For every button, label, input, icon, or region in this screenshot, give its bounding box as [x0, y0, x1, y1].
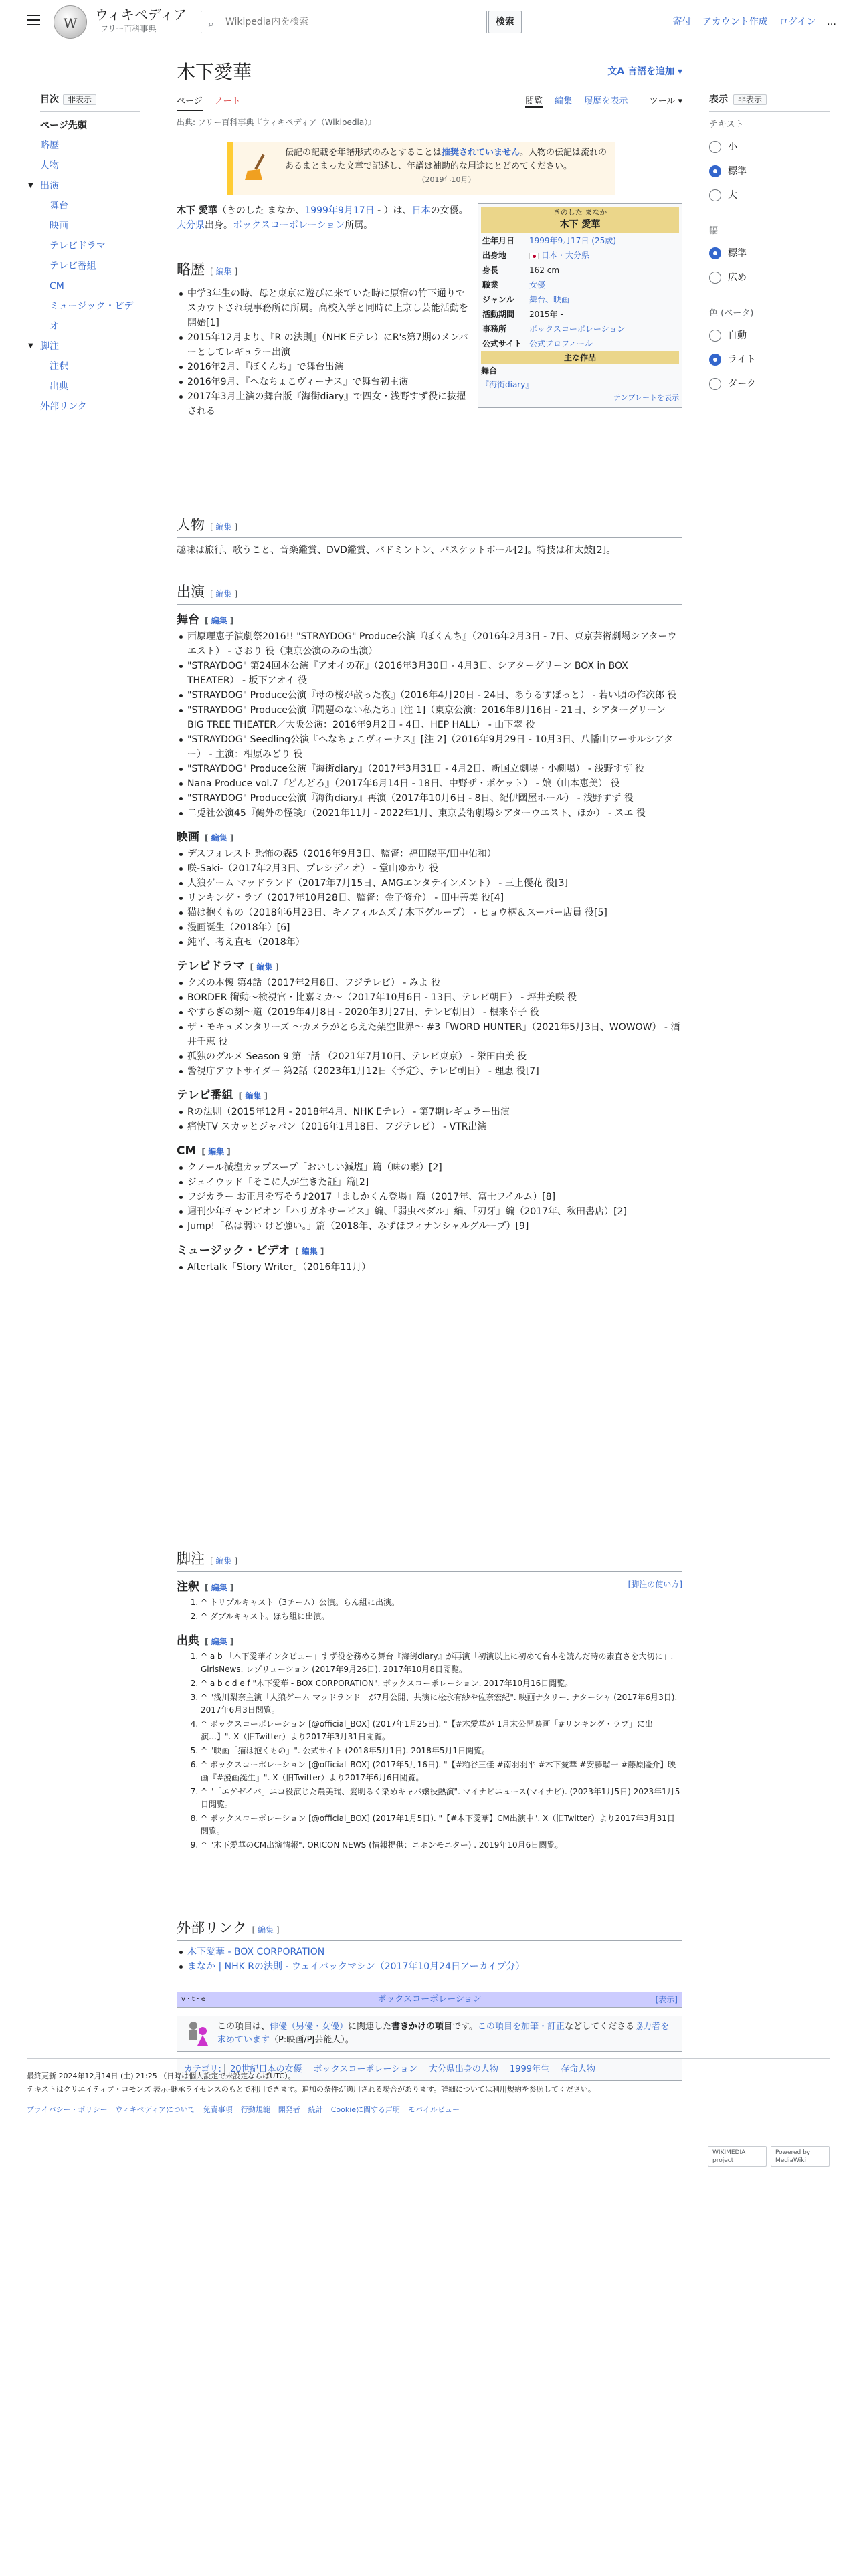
lead-paragraph: [177, 203, 471, 233]
article: [177, 59, 682, 2074]
footer-link[interactable]: 行動規範: [240, 2105, 270, 2114]
infobox-value: [528, 322, 679, 336]
actor-stub-icon: [187, 2020, 209, 2046]
infobox-table: [481, 233, 679, 351]
lead-name: 木下 愛華: [177, 205, 217, 216]
edit-link[interactable]: 編集: [301, 1247, 318, 1256]
edit-link[interactable]: 編集: [211, 616, 227, 625]
edit-link[interactable]: 編集: [211, 1637, 227, 1646]
license-text: テキストはクリエイティブ・コモンズ 表示-継承ライセンスのもとで利用できます。追加の条件が適用される場合があります。詳細については利用規約を参照してください。: [27, 2085, 595, 2094]
lead-birth-link[interactable]: 1999年9月17日: [304, 205, 375, 216]
category-item[interactable]: 大分県出身の人物: [423, 2064, 504, 2074]
list-item: 猫は抱くもの（2018年6月23日、キノフィルムズ / 木下グループ） - ヒョウ柄＆スーパー店員 役[5]: [187, 905, 682, 920]
template-link[interactable]: テンプレートを表示: [613, 393, 679, 402]
toc-item[interactable]: [40, 216, 140, 236]
list-item: デスフォレスト 恐怖の森5（2016年9月3日、監督：福田陽平/田中佑和）: [187, 847, 682, 861]
add-language-button[interactable]: 文A 言語を追加 ▾: [607, 66, 682, 77]
maintenance-notice: [227, 142, 615, 195]
section-bio: 略歴 [ 編集 ] 中学3年生の時、母と東京に遊びに来ていた時に原宿の竹下通りでスカウトされ現事務所に所属。高校入学と同時に上京し芸能活動を開始[1] 2015年12月より、『R の法則』（NHK Eテレ）にR's第7期のメンバーとしてレギュラー出演 2016年2月、『ぼくんち』で舞台出演 2016年9月、『へなちょこヴィーナス』で舞台初主演 2017年3月上演の舞台版『海街diary』で四女・浅野すず役に抜擢される: [177, 259, 471, 419]
edit-link[interactable]: 編集: [215, 522, 232, 532]
notice-text-1: 伝記の記載を年譜形式のみとすることは: [285, 148, 442, 158]
stub-link[interactable]: 協力者を求めています: [217, 2022, 670, 2045]
list-item: "STRAYDOG" 第24回本公演『アオイの花』（2016年3月30日 - 4月3日、シアターグリーン BOX in BOX THEATER） - 坂下アオイ 役: [187, 659, 682, 688]
radio-label: 標準: [728, 166, 747, 177]
stub-text: この項目は、: [217, 2022, 270, 2032]
chevron-down-icon[interactable]: ▼: [28, 342, 33, 350]
heading-notes-sub: 注釈: [177, 1580, 199, 1594]
toc-item[interactable]: [40, 276, 140, 296]
radio-label: 標準: [728, 247, 747, 259]
infobox-row: [481, 263, 679, 278]
toc-item[interactable]: [40, 256, 140, 276]
table-of-contents: [28, 92, 140, 417]
footer-link[interactable]: ウィキペディアについて: [115, 2105, 195, 2114]
radio-option[interactable]: [709, 138, 830, 156]
add-language-label: 言語を追加: [628, 66, 675, 77]
tab-talk[interactable]: ノート: [214, 96, 241, 106]
radio-option[interactable]: [709, 326, 830, 345]
list-item: 9. ^ "木下愛華のCM出演情報". ORICON NEWS (情報提供：ニホンモニター) . 2019年10月6日閲覧。: [201, 1839, 682, 1852]
list-item: 3. ^ "浅川梨奈主演「人狼ゲーム マッドランド」が7月公開、共演に松永有紗や佐奈宏紀". 映画ナタリー. ナターシャ (2017年6月3日). 2017年6月3日閲覧。: [201, 1691, 682, 1717]
wikipedia-logo[interactable]: [54, 5, 87, 39]
list-item: ザ・モキュメンタリーズ 〜カメラがとらえた架空世界〜 #3「WORD HUNTER」（2021年5月3日、WOWOW） - 酒井千恵 役: [187, 1020, 682, 1049]
stub-text: に関連した: [348, 2022, 392, 2032]
lead-text: - ）は、: [374, 205, 412, 216]
stub-bold: 書きかけの項目: [391, 2022, 453, 2032]
tools-label: ツール: [649, 96, 676, 106]
site-footer: [27, 2058, 830, 2164]
radio-option[interactable]: [709, 350, 830, 369]
list-item: 1. ^ トリプルキャスト（3チーム）公演。らん組に出演。: [201, 1596, 682, 1609]
toc-item-label: 舞台: [50, 201, 68, 212]
radio-button[interactable]: [709, 354, 721, 366]
width-label: 幅: [709, 226, 719, 237]
infobox-value: [528, 292, 679, 307]
infobox-row: [481, 307, 679, 322]
infobox-row: [481, 278, 679, 292]
stub-notice: [177, 2016, 682, 2052]
infobox-row: [481, 248, 679, 263]
list-item: 8. ^ ボックスコーポレーション [@official_BOX] (2017年1月5日). "【#木下愛華】CM出演中". X（旧Twitter）より2017年3月31日閲覧。: [201, 1812, 682, 1838]
heading-ext: 外部リンク: [177, 1920, 247, 1936]
toc-item[interactable]: [28, 176, 140, 196]
list-item: 6. ^ ボックスコーポレーション [@official_BOX] (2017年5月16日). "【#粕谷三佳 #南羽羽平 #木下愛華 #安藤瑠一 #藤原隆介】映画『#漫画誕生』". X（旧Twitter）より2017年6月6日閲覧。: [201, 1759, 682, 1784]
list-item[interactable]: 木下愛華 - BOX CORPORATION: [187, 1945, 682, 1959]
infobox-key: 事務所: [482, 324, 507, 334]
infobox-ruby: きのした まなか: [553, 208, 607, 217]
category-label[interactable]: カテゴリ:: [184, 2064, 221, 2074]
list-item: 2016年2月、『ぼくんち』で舞台出演: [187, 360, 471, 374]
toc-item-label: 出演: [40, 181, 59, 192]
heading-mv: ミュージック・ビデオ: [177, 1244, 290, 1257]
edit-link[interactable]: 編集: [211, 1583, 227, 1592]
list-item: 週刊少年チャンピオン「ハリガネサービス」編、「弱虫ペダル」編、「刃牙」編（2017年、秋田書店）[2]: [187, 1204, 682, 1219]
search-box[interactable]: [201, 11, 487, 33]
toc-item-label: 注釈: [50, 361, 68, 372]
toc-item[interactable]: [40, 377, 140, 397]
list-item: Nana Produce vol.7『どんどろ』（2017年6月14日 - 18日、中野ザ・ポケット） - 娘（山本恵美） 役: [187, 776, 682, 791]
radio-label: 広め: [728, 272, 747, 283]
works-bar: 主な作品: [481, 351, 679, 364]
radio-label: 小: [728, 142, 737, 153]
edit-link[interactable]: 編集: [258, 1925, 274, 1935]
radio-button[interactable]: [709, 189, 721, 201]
stub-link[interactable]: この項目を加筆・訂正: [478, 2022, 565, 2032]
lead-text: 出身。: [205, 220, 233, 231]
radio-button[interactable]: [709, 141, 721, 153]
wikimedia-badge[interactable]: WIKIMEDIA project: [708, 2146, 767, 2167]
tab-edit[interactable]: 編集: [555, 96, 573, 106]
toc-item[interactable]: [40, 397, 140, 417]
category-item[interactable]: 20世紀日本の女優: [230, 2064, 302, 2074]
edit-link[interactable]: 編集: [215, 267, 232, 276]
radio-button[interactable]: [709, 247, 721, 259]
toc-item-label: 出典: [50, 381, 68, 393]
infobox-name: 木下 愛華: [559, 219, 601, 230]
radio-label: 自動: [728, 330, 747, 341]
navbox-title[interactable]: ボックスコーポレーション: [377, 1994, 482, 2004]
tab-history[interactable]: 履歴を表示: [584, 96, 628, 106]
navbox: [177, 1992, 682, 2008]
list-item: 2. ^ ダブルキャスト。ほち組に出演。: [201, 1610, 682, 1623]
edit-link[interactable]: 編集: [208, 1147, 225, 1156]
search-input[interactable]: [225, 15, 480, 29]
list-item: 純平、考え直せ（2018年）: [187, 935, 682, 950]
heading-drama: テレビドラマ: [177, 960, 245, 973]
last-modified: 最終更新 2024年12月14日 (土) 21:25 （日時は個人設定で未設定ならばUTC）。: [27, 2072, 296, 2080]
footer-link[interactable]: 開発者: [278, 2105, 300, 2114]
site-name[interactable]: ウィキペディア: [95, 7, 187, 23]
list-item: やすらぎの刻〜道（2019年4月8日 - 2020年3月27日、テレビ朝日） - 根来幸子 役: [187, 1005, 682, 1020]
infobox-value-text[interactable]: 2015年 -: [529, 310, 563, 319]
main-menu-icon[interactable]: [27, 15, 40, 25]
infobox-value-text[interactable]: 舞台、映画: [529, 295, 570, 304]
list-item: 孤独のグルメ Season 9 第一話 （2021年7月10日、テレビ東京） - 栄田由美 役: [187, 1049, 682, 1064]
stub-text: などしてくださる: [565, 2022, 635, 2032]
japan-flag-icon: [529, 253, 539, 259]
notice-text-2: 。人物の伝記は流れのあるまとまった文章で記述し、年譜は補助的な用途にとどめてください。: [285, 148, 607, 171]
toc-item-label: 人物: [40, 160, 59, 172]
appearance-title: 表示: [709, 94, 728, 105]
toc-item-label: 外部リンク: [40, 401, 87, 413]
infobox-value: [528, 278, 679, 292]
heading-notes: 脚注: [177, 1551, 205, 1567]
text-size-label: テキスト: [709, 120, 744, 130]
toc-item[interactable]: [28, 336, 140, 356]
list-item: 痛快TV スカッとジャパン（2016年1月18日、フジテレビ） - VTR出演: [187, 1119, 682, 1134]
list-item[interactable]: まなか | NHK Rの法則 - ウェイバックマシン（2017年10月24日アーカイブ分）: [187, 1959, 682, 1974]
radio-option[interactable]: [709, 374, 830, 393]
heading-cm: CM: [177, 1144, 197, 1158]
list-item: 2016年9月、『へなちょこヴィーナス』で舞台初主演: [187, 374, 471, 389]
infobox: [478, 203, 682, 408]
search-button[interactable]: 検索: [488, 11, 522, 33]
site-tagline: フリー百科事典: [100, 24, 157, 33]
infobox-value-text: 162 cm: [529, 265, 560, 275]
radio-option[interactable]: [709, 186, 830, 205]
radio-button[interactable]: [709, 378, 721, 390]
list-item: "STRAYDOG" Produce公演『問題のない私たち』[注 1]（東京公演：2016年8月16日 - 21日、シアターグリーン BIG TREE THEATER／大阪公演：2016年9月2日 - 4日、HEP HALL） - 山下翠 役: [187, 703, 682, 732]
navbox-vte[interactable]: v・t・e: [181, 1996, 205, 2003]
radio-label: ライト: [728, 354, 756, 365]
radio-option[interactable]: [709, 244, 830, 263]
list-item: ジェイウッド「そこに人が生きた証」篇[2]: [187, 1175, 682, 1190]
tab-page[interactable]: ページ: [177, 96, 203, 111]
infobox-value-text[interactable]: 女優: [529, 280, 546, 290]
from-notice: 出典: フリー百科事典『ウィキペディア（Wikipedia）』: [177, 118, 377, 127]
infobox-value: [528, 233, 679, 248]
list-item: 5. ^ "映画「猫は抱くもの」". 公式サイト (2018年5月1日). 2018年5月1日閲覧。: [201, 1745, 682, 1757]
stub-text: です。: [452, 2022, 478, 2032]
heading-person: 人物: [177, 517, 205, 533]
more-options-icon[interactable]: …: [827, 17, 836, 27]
footer-link[interactable]: プライバシー・ポリシー: [27, 2105, 108, 2114]
footer-link[interactable]: 免責事項: [203, 2105, 233, 2114]
list-item: 人狼ゲーム マッドランド（2017年7月15日、AMGエンタテインメント） - 三上優花 役[3]: [187, 876, 682, 891]
list-item: 2015年12月より、『R の法則』（NHK Eテレ）にR's第7期のメンバーとしてレギュラー出演: [187, 330, 471, 360]
section-ext: 外部リンク [ 編集 ] 木下愛華 - BOX CORPORATION まなか | NHK Rの法則 - ウェイバックマシン（2017年10月24日アーカイブ分）: [177, 1918, 682, 1974]
person-text: 趣味は旅行、歌うこと、音楽鑑賞、DVD鑑賞、バドミントン、バスケットボール[2]。特技は和太鼓[2]。: [177, 545, 616, 556]
heading-film: 映画: [177, 831, 199, 844]
infobox-row: [481, 336, 679, 351]
infobox-key: 出身地: [482, 251, 507, 260]
navbox-show-button[interactable]: [表示]: [655, 1995, 678, 2004]
category-item[interactable]: ボックスコーポレーション: [308, 2064, 423, 2074]
lead-text: 所属。: [345, 220, 373, 231]
site-header: [0, 0, 859, 44]
toc-item-label: 映画: [50, 221, 68, 232]
mediawiki-badge[interactable]: Powered by MediaWiki: [771, 2146, 830, 2167]
heading-tv: テレビ番組: [177, 1089, 233, 1102]
logo-letter: W: [63, 15, 78, 31]
edit-link[interactable]: 編集: [211, 833, 227, 843]
toc-item-label: テレビ番組: [50, 261, 96, 272]
toc-item[interactable]: [40, 356, 140, 377]
infobox-key: 公式サイト: [482, 339, 522, 348]
toc-item-label: 脚注: [40, 341, 59, 352]
list-item: "STRAYDOG" Seedling公演『へなちょこヴィーナス』[注 2]（2016年9月29日 - 10月3日、八幡山ワーサルシアター） - 主演：相原みどり 役: [187, 732, 682, 762]
radio-button[interactable]: [709, 330, 721, 342]
radio-option[interactable]: [709, 268, 830, 287]
section-person: 人物 [ 編集 ] 趣味は旅行、歌うこと、音楽鑑賞、DVD鑑賞、バドミントン、バスケットボール[2]。特技は和太鼓[2]。: [177, 515, 682, 558]
list-item: "STRAYDOG" Produce公演『母の桜が散った夜』（2016年4月20日 - 24日、あうるすぽっと） - 若い頃の作次郎 役: [187, 688, 682, 703]
lead-japan-link[interactable]: 日本: [411, 205, 431, 216]
list-item: 2017年3月上演の舞台版『海街diary』で四女・浅野すず役に抜擢される: [187, 389, 471, 419]
list-item: 4. ^ ボックスコーポレーション [@official_BOX] (2017年1月25日). "【#木愛華が 1月末公開映画「#リンキング・ラブ」に出演…】". X（旧Twitter）より2017年3月31日閲覧。: [201, 1718, 682, 1743]
toc-item[interactable]: [40, 136, 140, 156]
edit-link[interactable]: 編集: [215, 589, 232, 599]
notice-date: （2019年10月）: [417, 175, 476, 184]
list-item: 漫画誕生（2018年）[6]: [187, 920, 682, 935]
works-label: 舞台: [481, 366, 498, 376]
works-link[interactable]: 『海街diary』: [481, 380, 534, 389]
edit-link[interactable]: 編集: [256, 962, 273, 972]
search-icon: ⌕: [208, 17, 214, 30]
appearance-panel: [709, 92, 830, 393]
infobox-value: [528, 263, 679, 278]
list-item: BORDER 衝動〜検視官・比嘉ミカ〜（2017年10月6日 - 13日、テレビ朝日） - 坪井美咲 役: [187, 990, 682, 1005]
infobox-key: 生年月日: [482, 236, 515, 245]
chevron-down-icon[interactable]: ▼: [28, 182, 33, 190]
lead-reading: （きのした まなか、: [217, 205, 305, 216]
section-notes: 脚注 [ 編集 ] 注釈 [ 編集 ] [脚注の使い方] 1. ^ トリプルキャスト（3チーム）公演。らん組に出演。 2. ^ ダブルキャスト。ほち組に出演。 出典 [ 編集 ] 1. ^ a b 「木下愛華インタビュー」すず役を務める舞台『海街diary』が再演「初演以上に初めて台本を読んだ時の素直さを大切に」. GirlsNews. レゾリューション (2017年9月26日). 2017年10月8日閲覧。 2. ^ a b c d e f "木下愛華 - BOX CORPORATION". ボックスコーポレーション. 2017年10月16日閲覧。 3. ^ "浅川梨奈主演「人狼ゲーム マッドランド」が7月公開、共演に松永有紗や佐奈宏紀". 映画ナタリー. ナターシャ (2017年6月3日). 2017年6月3日閲覧。 4. ^ ボックスコーポレーション [@official_BOX] (2017年1月25日). "【#木愛華が 1月末公開映画「#リンキング・ラブ」に出演…】". X（旧Twitter）より2017年3月31日閲覧。 5. ^ "映画「猫は抱くもの」". 公式サイト (2018年5月1日). 2018年5月1日閲覧。 6. ^ ボックスコーポレーション [@official_BOX] (2017年5月16日). "【#粕谷三佳 #南羽羽平 #木下愛華 #安藤瑠一 #藤原隆介】映画『#漫画誕生』". X（旧Twitter）より2017年6月6日閲覧。 7. ^ "「エゲゼイバ」ニコ役演じた農美瑞、髪明るく染めキャバ嬢役熱演". マイナビニュース(マイナビ). (2023年1月5日) 2023年1月5日閲覧。 8. ^ ボックスコーポレーション [@official_BOX] (2017年1月5日). "【#木下愛華】CM出演中". X（旧Twitter）より2017年3月31日閲覧。 9. ^ "木下愛華のCM出演情報". ORICON NEWS (情報提供：ニホンモニター) . 2019年10月6日閲覧。: [177, 1549, 682, 1853]
radio-label: ダーク: [728, 378, 756, 389]
infobox-key: ジャンル: [482, 295, 514, 304]
notice-link[interactable]: 推奨されていません: [442, 148, 520, 158]
section-appear: 出演 [ 編集 ] 舞台 [ 編集 ] 西原理恵子演劇祭2016!! "STRAYDOG" Produce公演『ぼくんち』（2016年2月3日 - 7日、東京芸術劇場シアターウエスト） - さおり 役（東京公演のみの出演） "STRAYDOG" 第24回本公演『アオイの花』（2016年3月30日 - 4月3日、シアターグリーン BOX in BOX THEATER） - 坂下アオイ 役 "STRAYDOG" Produce公演『母の桜が散った夜』（2016年4月20日 - 24日、あうるすぽっと） - 若い頃の作次郎 役 "STRAYDOG" Produce公演『問題のない私たち』[注 1]（東京公演：2016年8月16日 - 21日、シアターグリーン BIG TREE THEATER／大阪公演：2016年9月2日 - 4日、HEP HALL） - 山下翠 役 "STRAYDOG" Seedling公演『へなちょこヴィーナス』[注 2]（2016年9月29日 - 10月3日、八幡山ワーサルシアター） - 主演：相原みどり 役 "STRAYDOG" Produce公演『海街diary』（2017年3月31日 - 4月2日、新国立劇場・小劇場） - 浅野すず 役 Nana Produce vol.7『どんどろ』（2017年6月14日 - 18日、中野ザ・ポケット） - 娘（山本恵美） 役 "STRAYDOG" Produce公演『海街diary』再演（2017年10月6日 - 8日、紀伊國屋ホール） - 浅野すず 役 二兎社公演45『鵺外の怪談』（2021年11月 - 2022年1月、東京芸術劇場シアターウエスト、ほか） - スエ 役 映画 [ 編集 ] デスフォレスト 恐怖の森5（2016年9月3日、監督：福田陽平/田中佑和） 咲-Saki-（2017年2月3日、プレシディオ） - 堂山ゆかり 役 人狼ゲーム マッドランド（2017年7月15日、AMGエンタテインメント） - 三上優花 役[3] リンキング・ラブ（2017年10月28日、監督：金子修介） - 田中善美 役[4] 猫は抱くもの（2018年6月23日、キノフィルムズ / 木下グループ） - ヒョウ柄＆スーパー店員 役[5] 漫画誕生（2018年）[6] 純平、考え直せ（2018年） テレビドラマ [ 編集 ] クズの本懐 第4話（2017年2月8日、フジテレビ） - みよ 役 BORDER 衝動〜検視官・比嘉ミカ〜（2017年10月6日 - 13日、テレビ朝日） - 坪井美咲 役 やすらぎの刻〜道（2019年4月8日 - 2020年3月27日、テレビ朝日） - 根来幸子 役 ザ・モキュメンタリーズ 〜カメラがとらえた架空世界〜 #3「WORD HUNTER」（2021年5月3日、WOWOW） - 酒井千恵 役 孤独のグルメ Season 9 第一話 （2021年7月10日、テレビ東京） - 栄田由美 役 警視庁アウトサイダー 第2話（2023年1月12日〈予定〉、テレビ朝日） - 理恵 役[7] テレビ番組 [ 編集 ] Rの法則（2015年12月 - 2018年4月、NHK Eテレ） - 第7期レギュラー出演 痛快TV スカッとジャパン（2016年1月18日、フジテレビ） - VTR出演 CM [ 編集 ] クノール減塩カップスープ「おいしい減塩」篇（味の素）[2] ジェイウッド「そこに人が生きた証」篇[2] フジカラー お正月を写そう♪2017「ましかくん登場」篇（2017年、富士フイルム）[8] 週刊少年チャンピオン「ハリガネサービス」編、「弱虫ペダル」編、「刃牙」編（2017年、秋田書店）[2] Jump!「私は弱い けど強い。」篇（2018年、みずほフィナンシャルグループ）[9] ミュージック・ビデオ [ 編集 ] Aftertalk「Story Writer」（2016年11月）: [177, 582, 682, 1275]
list-item: 2. ^ a b c d e f "木下愛華 - BOX CORPORATION". ボックスコーポレーション. 2017年10月16日閲覧。: [201, 1677, 682, 1690]
lead-pref-link[interactable]: 大分県: [177, 220, 205, 231]
infobox-key: 職業: [482, 280, 499, 290]
category-item[interactable]: 存命人物: [555, 2064, 601, 2074]
infobox-value: [528, 248, 679, 263]
radio-button[interactable]: [709, 272, 721, 284]
list-item: 1. ^ a b 「木下愛華インタビュー」すず役を務める舞台『海街diary』が再演「初演以上に初めて台本を読んだ時の素直さを大切に」. GirlsNews. レゾリューション (2017年9月26日). 2017年10月8日閲覧。: [201, 1650, 682, 1676]
stub-link[interactable]: 俳優（男優・女優）: [270, 2022, 349, 2032]
radio-button[interactable]: [709, 165, 721, 177]
list-item: クズの本懐 第4話（2017年2月8日、フジテレビ） - みよ 役: [187, 976, 682, 990]
heading-bio: 略歴: [177, 261, 205, 278]
footer-link[interactable]: Cookieに関する声明: [330, 2105, 401, 2114]
list-item: "STRAYDOG" Produce公演『海街diary』（2017年3月31日 - 4月2日、新国立劇場・小劇場） - 浅野すず 役: [187, 762, 682, 776]
toc-title: 目次: [40, 94, 59, 105]
broom-icon: [242, 152, 272, 181]
list-item: Jump!「私は弱い けど強い。」篇（2018年、みずほフィナンシャルグループ）[9]: [187, 1219, 682, 1234]
page-title: 木下愛華: [177, 61, 252, 83]
infobox-row: [481, 292, 679, 307]
infobox-key: 身長: [482, 265, 499, 275]
infobox-value: [528, 336, 679, 351]
list-item: 中学3年生の時、母と東京に遊びに来ていた時に原宿の竹下通りでスカウトされ現事務所に所属。高校入学と同時に上京し芸能活動を開始[1]: [187, 286, 471, 330]
list-item: 警視庁アウトサイダー 第2話（2023年1月12日〈予定〉、テレビ朝日） - 理恵 役[7]: [187, 1064, 682, 1079]
toc-item[interactable]: [40, 156, 140, 176]
stub-text: （P:映画/PJ芸能人）。: [270, 2035, 354, 2045]
footnote-help-link[interactable]: [脚注の使い方]: [628, 1580, 682, 1589]
toc-item-top[interactable]: ページ先頭: [40, 120, 87, 132]
infobox-value-text[interactable]: 日本・大分県: [541, 251, 590, 260]
donate-link[interactable]: 寄付: [672, 17, 692, 27]
toc-item-label: テレビドラマ: [50, 241, 106, 252]
list-item: 7. ^ "「エゲゼイバ」ニコ役演じた農美瑞、髪明るく染めキャバ嬢役熱演". マイナビニュース(マイナビ). (2023年1月5日) 2023年1月5日閲覧。: [201, 1786, 682, 1811]
login-link[interactable]: ログイン: [779, 17, 816, 27]
infobox-title: [481, 207, 679, 233]
page-tabs: [177, 92, 682, 112]
toc-hide-button[interactable]: 非表示: [63, 94, 96, 105]
list-item: リンキング・ラブ（2017年10月28日、監督：金子修介） - 田中善美 役[4]: [187, 891, 682, 905]
toc-item[interactable]: [40, 236, 140, 256]
list-item: 咲-Saki-（2017年2月3日、プレシディオ） - 堂山ゆかり 役: [187, 861, 682, 876]
list-item: "STRAYDOG" Produce公演『海街diary』再演（2017年10月6日 - 8日、紀伊國屋ホール） - 浅野すず 役: [187, 791, 682, 806]
heading-sources: 出典: [177, 1634, 199, 1648]
category-item[interactable]: 1999年生: [504, 2064, 555, 2074]
toc-item[interactable]: [40, 296, 140, 336]
list-item: クノール減塩カップスープ「おいしい減塩」篇（味の素）[2]: [187, 1160, 682, 1175]
edit-link[interactable]: 編集: [245, 1091, 262, 1101]
edit-link[interactable]: 編集: [215, 1556, 232, 1566]
lead-agency-link[interactable]: ボックスコーポレーション: [233, 220, 345, 231]
infobox-value-text[interactable]: ボックスコーポレーション: [529, 324, 626, 334]
appearance-hide-button[interactable]: 非表示: [733, 94, 767, 105]
footer-link[interactable]: 統計: [308, 2105, 323, 2114]
footer-link[interactable]: モバイルビュー: [408, 2105, 460, 2114]
toc-item-label: ミュージック・ビデオ: [50, 301, 134, 332]
infobox-row: [481, 322, 679, 336]
infobox-row: [481, 233, 679, 248]
lead-text: の女優。: [430, 205, 468, 216]
tab-read[interactable]: 閲覧: [525, 96, 543, 106]
radio-label: 大: [728, 190, 737, 201]
heading-appear: 出演: [177, 584, 205, 600]
heading-stage: 舞台: [177, 613, 199, 627]
infobox-value-text[interactable]: 1999年9月17日 (25歳): [529, 236, 616, 245]
list-item: Aftertalk「Story Writer」（2016年11月）: [187, 1260, 682, 1275]
tab-tools[interactable]: ツール ▾: [649, 96, 682, 106]
user-nav: [664, 15, 836, 29]
infobox-key: 活動期間: [482, 310, 515, 319]
toc-item-label: CM: [50, 281, 64, 292]
infobox-value: [528, 307, 679, 322]
toc-item-label: 略歴: [40, 140, 59, 152]
list-item: Rの法則（2015年12月 - 2018年4月、NHK Eテレ） - 第7期レギュラー出演: [187, 1105, 682, 1119]
list-item: フジカラー お正月を写そう♪2017「ましかくん登場」篇（2017年、富士フイルム）[8]: [187, 1190, 682, 1204]
list-item: 二兎社公演45『鵺外の怪談』（2021年11月 - 2022年1月、東京芸術劇場シアターウエスト、ほか） - スエ 役: [187, 806, 682, 821]
color-label: 色 (ベータ): [709, 308, 754, 318]
list-item: 西原理恵子演劇祭2016!! "STRAYDOG" Produce公演『ぼくんち』（2016年2月3日 - 7日、東京芸術劇場シアターウエスト） - さおり 役（東京公演のみの出演）: [187, 629, 682, 659]
infobox-value-text[interactable]: 公式プロフィール: [529, 339, 593, 348]
radio-option[interactable]: [709, 162, 830, 181]
create-account-link[interactable]: アカウント作成: [702, 17, 768, 27]
toc-item[interactable]: [40, 196, 140, 216]
